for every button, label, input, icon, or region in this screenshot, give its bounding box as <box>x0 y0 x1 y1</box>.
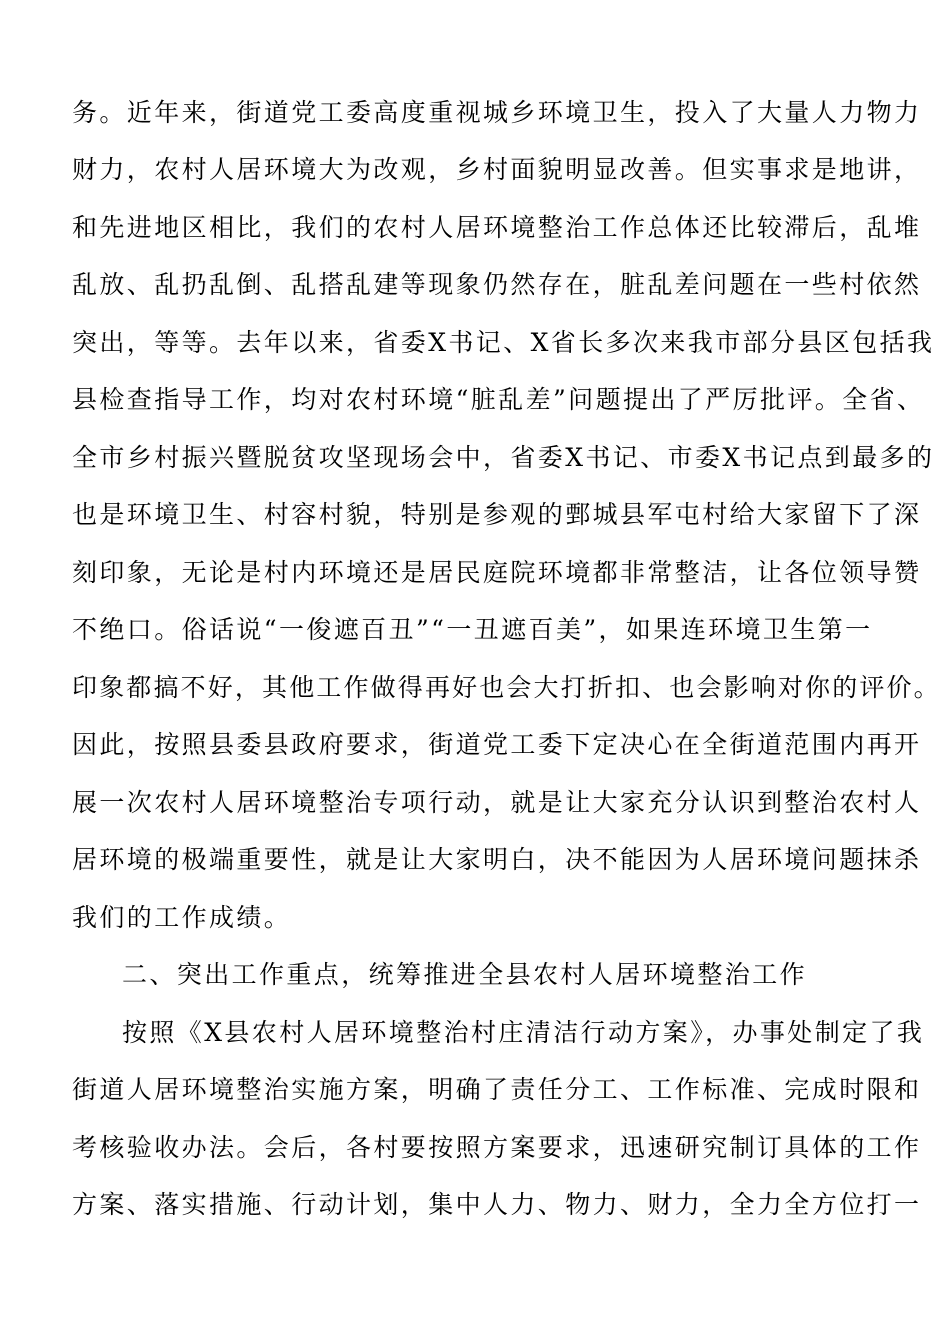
paragraph-line: 考核验收办法。会后，各村要按照方案要求，迅速研究制订具体的工作 <box>72 1133 922 1162</box>
paragraph-line: 展一次农村人居环境整治专项行动，就是让大家充分认识到整治农村人 <box>72 788 922 817</box>
paragraph-line: 和先进地区相比，我们的农村人居环境整治工作总体还比较滞后，乱堆 <box>72 213 922 242</box>
paragraph-line: 突出，等等。去年以来，省委X书记、X省长多次来我市部分县区包括我 <box>72 328 935 357</box>
paragraph-line: 方案、落实措施、行动计划，集中人力、物力、财力，全力全方位打一 <box>72 1190 922 1219</box>
paragraph-line: 我们的工作成绩。 <box>72 903 292 932</box>
paragraph-line: 乱放、乱扔乱倒、乱搭乱建等现象仍然存在，脏乱差问题在一些村依然 <box>72 270 922 299</box>
paragraph-line: 不绝口。俗话说“一俊遮百丑”“一丑遮百美”，如果连环境卫生第一 <box>72 615 873 644</box>
paragraph-line: 务。近年来，街道党工委高度重视城乡环境卫生，投入了大量人力物力 <box>72 98 922 127</box>
paragraph-line: 也是环境卫生、村容村貌，特别是参观的鄄城县军屯村给大家留下了深 <box>72 500 922 529</box>
paragraph-line: 全市乡村振兴暨脱贫攻坚现场会中，省委X书记、市委X书记点到最多的 <box>72 443 935 472</box>
paragraph-line: 街道人居环境整治实施方案，明确了责任分工、工作标准、完成时限和 <box>72 1075 922 1104</box>
paragraph-line: 印象都搞不好，其他工作做得再好也会大打折扣、也会影响对你的评价。 <box>72 673 941 702</box>
paragraph-line: 刻印象，无论是村内环境还是居民庭院环境都非常整洁，让各位领导赞 <box>72 558 922 587</box>
section-heading: 二、突出工作重点，统筹推进全县农村人居环境整治工作 <box>122 960 808 989</box>
paragraph-line: 财力，农村人居环境大为改观，乡村面貌明显改善。但实事求是地讲， <box>72 155 922 184</box>
paragraph-line: 按照《X县农村人居环境整治村庄清洁行动方案》，办事处制定了我 <box>122 1018 925 1047</box>
paragraph-line: 因此，按照县委县政府要求，街道党工委下定决心在全街道范围内再开 <box>72 730 922 759</box>
paragraph-line: 县检查指导工作，均对农村环境“脏乱差”问题提出了严厉批评。全省、 <box>72 385 925 414</box>
paragraph-line: 居环境的极端重要性，就是让大家明白，决不能因为人居环境问题抹杀 <box>72 845 922 874</box>
